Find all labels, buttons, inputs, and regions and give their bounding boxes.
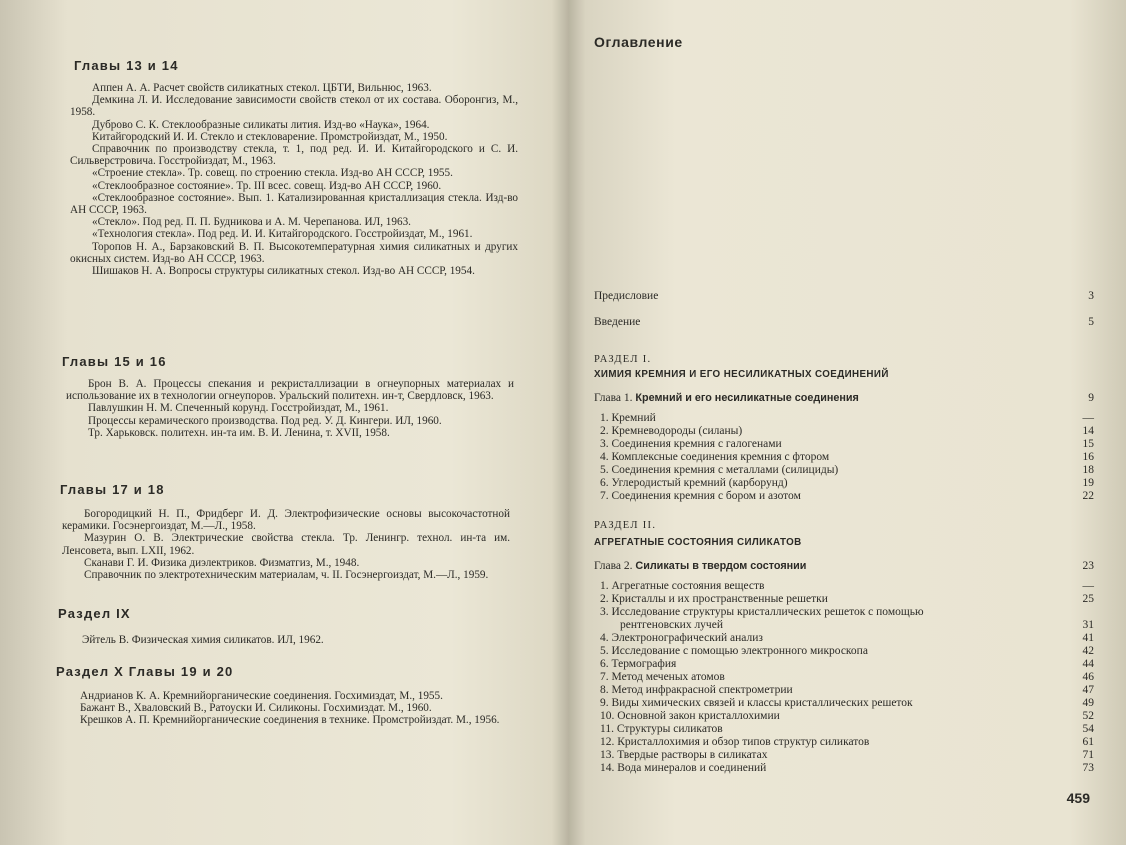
toc-item-label: 4. Электронографический анализ	[600, 632, 763, 644]
toc-item-page: 14	[1082, 425, 1094, 437]
toc-item-page: 71	[1082, 749, 1094, 761]
toc-item-label: 4. Комплексные соединения кремния с фтором	[600, 451, 830, 463]
section-heading: Главы 13 и 14	[74, 58, 179, 73]
reference: «Стеклообразное состояние». Вып. 1. Катализированная кристаллизация стекла. Изд-во АН СССР, 1963.	[70, 191, 518, 217]
toc-item-page: 41	[1082, 632, 1094, 644]
reference-list	[66, 378, 514, 439]
reference-list	[62, 508, 510, 581]
toc-item-page: 47	[1082, 684, 1094, 696]
toc-item-page: 42	[1082, 645, 1094, 657]
toc-item-page: 54	[1082, 723, 1094, 735]
section-label: РАЗДЕЛ II.	[594, 520, 657, 531]
reference: «Строение стекла». Тр. совещ. по строению стекла. Изд-во АН СССР, 1955.	[92, 167, 453, 180]
reference: Процессы керамического производства. Под ред. У. Д. Кингери. ИЛ, 1960.	[88, 414, 442, 427]
reference: Шишаков Н. А. Вопросы структуры силикатных стекол. Изд-во АН СССР, 1954.	[92, 265, 475, 278]
toc-item[interactable]	[600, 645, 1094, 658]
toc-item-label: 11. Структуры силикатов	[600, 723, 723, 735]
toc-entry-page: 3	[1088, 290, 1094, 302]
reference: Торопов Н. А., Барзаковский В. П. Высокотемпературная химия силикатных и других окисных систем. Изд-во АН СССР, 1963.	[70, 240, 518, 265]
toc-item[interactable]	[600, 593, 1094, 606]
toc-entry-page: 5	[1088, 316, 1094, 328]
toc-item-label: 2. Кристаллы и их пространственные решетки	[600, 593, 828, 605]
toc-item[interactable]	[600, 671, 1094, 684]
toc-item-page: 44	[1082, 658, 1094, 670]
section-name: ХИМИЯ КРЕМНИЯ И ЕГО НЕСИЛИКАТНЫХ СОЕДИНЕНИЙ	[594, 369, 889, 380]
toc-item-label: 3. Соединения кремния с галогенами	[600, 438, 782, 450]
reference: Бажант В., Хваловский В., Ратоуски И. Силиконы. Госхимиздат. М., 1960.	[80, 702, 432, 715]
reference-list	[70, 82, 518, 277]
section-label: РАЗДЕЛ I.	[594, 354, 652, 365]
reference-list	[58, 690, 506, 727]
toc-entry[interactable]	[594, 290, 1094, 302]
toc-item-label: 14. Вода минералов и соединений	[600, 762, 767, 774]
toc-item-label: 9. Виды химических связей и классы кристаллических решеток	[600, 697, 913, 709]
toc-item-page: 46	[1082, 671, 1094, 683]
chapter-entry[interactable]	[594, 392, 1094, 404]
reference: Аппен А. А. Расчет свойств силикатных стекол. ЦБТИ, Вильнюс, 1963.	[92, 82, 432, 94]
toc-item-page: 19	[1082, 477, 1094, 489]
chapter-entry[interactable]	[594, 560, 1094, 572]
section-heading: Раздел IX	[58, 606, 131, 621]
toc-item-page: 15	[1082, 438, 1094, 450]
toc-item-label: 5. Исследование с помощью электронного микроскопа	[600, 645, 868, 657]
toc-item[interactable]	[600, 658, 1094, 671]
toc-item-label: 6. Углеродистый кремний (карборунд)	[600, 477, 788, 489]
reference: Китайгородский И. И. Стекло и стекловарение. Промстройиздат, М., 1950.	[92, 130, 448, 143]
toc-item[interactable]	[600, 762, 1094, 775]
toc-entry[interactable]	[594, 316, 1094, 328]
toc-item[interactable]	[600, 451, 1094, 464]
toc-item-page: 25	[1082, 593, 1094, 605]
reference: Павлушкин Н. М. Спеченный корунд. Госстройиздат, М., 1961.	[88, 402, 389, 415]
toc-item-page: —	[1082, 412, 1094, 424]
reference: «Стекло». Под ред. П. П. Будникова и А. М. Черепанова. ИЛ, 1963.	[92, 216, 411, 229]
toc-item[interactable]	[600, 697, 1094, 710]
reference: Дубровo С. К. Стеклообразные силикаты лития. Изд-во «Наука», 1964.	[92, 118, 430, 131]
chapter-name: Кремний и его несиликатные соединения	[635, 392, 859, 404]
reference: Справочник по электротехническим материалам, ч. II. Госэнергоиздат, М.—Л., 1959.	[84, 569, 489, 582]
toc-item-page: 73	[1082, 762, 1094, 774]
section-heading: Раздел X Главы 19 и 20	[56, 664, 234, 679]
reference: Андрианов К. А. Кремнийорганические соединения. Госхимиздат, М., 1955.	[80, 690, 443, 702]
toc-item[interactable]	[600, 710, 1094, 723]
toc-item[interactable]	[600, 606, 1094, 632]
reference: Богородицкий Н. П., Фридберг И. Д. Электрофизические основы высокочастотной керамики. Госэнергоиздат, М.—Л., 1958.	[62, 508, 510, 533]
toc-item-page: 61	[1082, 736, 1094, 748]
toc-item[interactable]	[600, 632, 1094, 645]
toc-item[interactable]	[600, 425, 1094, 438]
toc-item-label: 5. Соединения кремния с металлами (силициды)	[600, 464, 839, 476]
reference: Мазурин О. В. Электрические свойства стекла. Тр. Ленингр. технол. ин-та им. Ленсовета, вып. LXII, 1962.	[62, 532, 510, 557]
toc-item-page: 49	[1082, 697, 1094, 709]
toc-item[interactable]	[600, 580, 1094, 593]
toc-item[interactable]	[600, 412, 1094, 425]
reference: Справочник по производству стекла, т. 1, под ред. И. И. Китайгородского и С. И. Сильверстровича. Госстройиздат, М., 1963.	[70, 143, 518, 168]
toc-item-label: 8. Метод инфракрасной спектрометрии	[600, 684, 793, 696]
chapter-page: 23	[1082, 560, 1094, 572]
reference: Эйтель В. Физическая химия силикатов. ИЛ, 1962.	[82, 634, 324, 646]
toc-item-page: 16	[1082, 451, 1094, 463]
reference: Сканави Г. И. Физика диэлектриков. Физматгиз, М., 1948.	[84, 556, 360, 569]
chapter-prefix: Глава 2.	[594, 560, 633, 572]
chapter-prefix: Глава 1.	[594, 392, 633, 404]
toc-item-label: 12. Кристаллохимия и обзор типов структур силикатов	[600, 736, 870, 748]
reference: «Стеклообразное состояние». Тр. III всес. совещ. Изд-во АН СССР, 1960.	[92, 179, 442, 192]
toc-item-page: 52	[1082, 710, 1094, 722]
chapter-name: Силикаты в твердом состоянии	[635, 560, 807, 572]
toc-item-label: 7. Соединения кремния с бором и азотом	[600, 490, 801, 502]
toc-item-label: 1. Кремний	[600, 412, 656, 424]
section-name: АГРЕГАТНЫЕ СОСТОЯНИЯ СИЛИКАТОВ	[594, 537, 802, 548]
toc-entry-label: Предисловие	[594, 290, 659, 302]
toc-item[interactable]	[600, 477, 1094, 490]
toc-item-page: 18	[1082, 464, 1094, 476]
page-number: 459	[1066, 790, 1090, 806]
toc-item-label: 3. Исследование структуры кристаллических решеток с помощью	[600, 606, 924, 618]
page-title: Оглавление	[594, 34, 683, 50]
section-heading: Главы 15 и 16	[62, 354, 167, 369]
toc-item[interactable]	[600, 438, 1094, 451]
reference: Демкина Л. И. Исследование зависимости свойств стекол от их состава. Оборонгиз, М., 1958.	[70, 94, 518, 119]
toc-entry-label: Введение	[594, 316, 641, 328]
toc-item[interactable]	[600, 684, 1094, 697]
toc-item-label: 13. Твердые растворы в силикатах	[600, 749, 768, 761]
section-heading: Главы 17 и 18	[60, 482, 165, 497]
toc-items	[600, 580, 1094, 775]
toc-item-label: 1. Агрегатные состояния веществ	[600, 580, 765, 592]
toc-item[interactable]	[600, 749, 1094, 762]
toc-item[interactable]	[600, 490, 1094, 503]
toc-item-label: 2. Кремневодороды (силаны)	[600, 425, 743, 437]
toc-item[interactable]	[600, 736, 1094, 749]
toc-item-page: —	[1082, 580, 1094, 592]
reference-list	[60, 634, 508, 646]
left-page	[0, 0, 550, 845]
reference: Тр. Харьковск. политехн. ин-та им. В. И. Ленина, т. XVII, 1958.	[88, 426, 390, 439]
toc-item-label-continuation: рентгеновских лучей	[620, 619, 723, 631]
toc-item[interactable]	[600, 723, 1094, 736]
toc-item-page: 31	[1082, 619, 1094, 631]
toc-item-label: 10. Основной закон кристаллохимии	[600, 710, 780, 722]
reference: «Технология стекла». Под ред. И. И. Китайгородского. Госстройиздат, М., 1961.	[92, 228, 473, 241]
right-page	[560, 0, 1126, 845]
reference: Крешков А. П. Кремнийорганические соединения в технике. Промстройиздат. М., 1956.	[80, 714, 500, 727]
toc-item-page: 22	[1082, 490, 1094, 502]
toc-items	[600, 412, 1094, 503]
chapter-page: 9	[1088, 392, 1094, 404]
reference: Брон В. А. Процессы спекания и рекристаллизации в огнеупорных материалах и использование их в технологии огнеупоров. Уральский политехн. ин-т, Свердловск, 1963.	[66, 378, 514, 403]
toc-item[interactable]	[600, 464, 1094, 477]
toc-item-label: 7. Метод меченых атомов	[600, 671, 725, 683]
toc-item-label: 6. Термография	[600, 658, 677, 670]
